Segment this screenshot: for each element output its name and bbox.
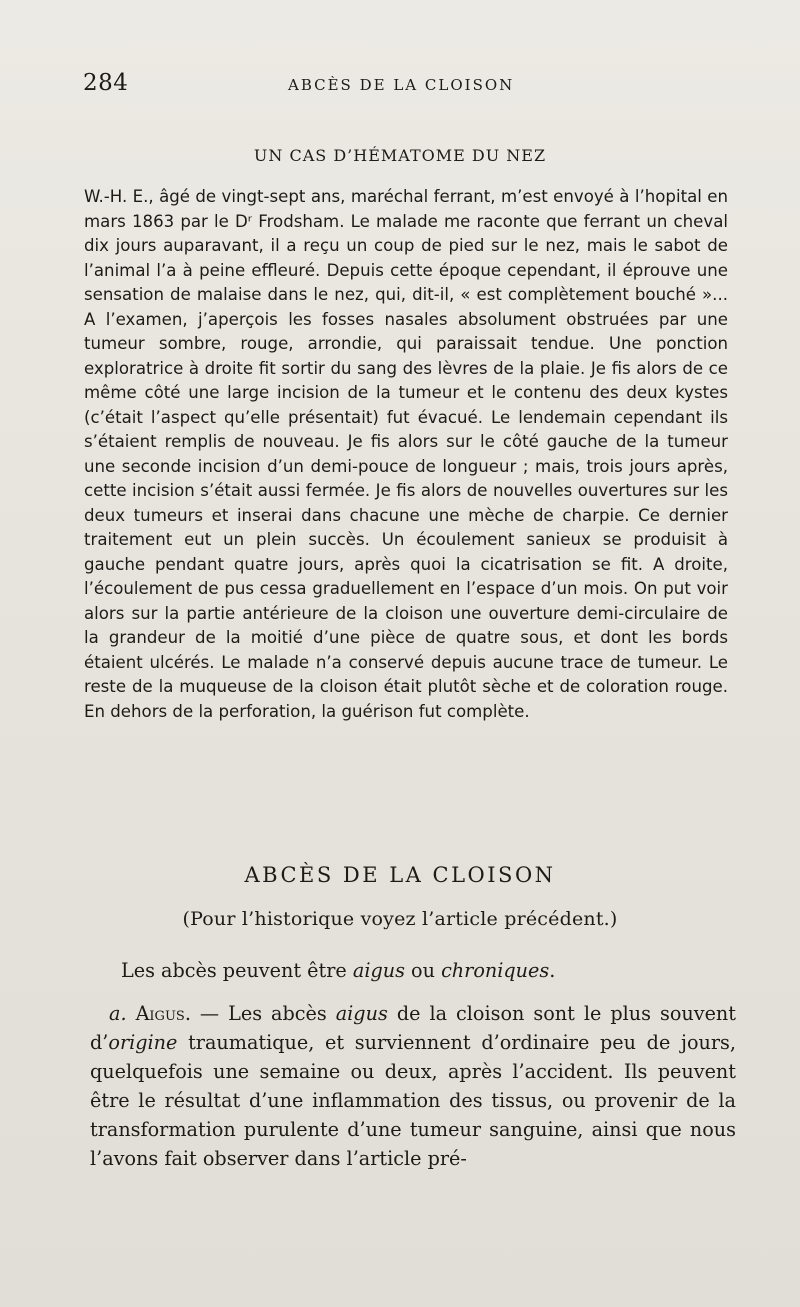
section-body: [90, 956, 736, 1187]
page-number: 284: [83, 70, 129, 96]
item-word-aigus: aigus: [335, 1002, 388, 1025]
intro-paragraph: [90, 956, 736, 985]
case-title: UN CAS D’HÉMATOME DU NEZ: [253, 146, 547, 165]
item-paragraph: [90, 999, 736, 1173]
item-heading: Aigus: [135, 1002, 185, 1025]
section-title: ABCÈS DE LA CLOISON: [244, 863, 556, 887]
case-paragraph: W.-H. E., âgé de vingt-sept ans, maréchal ferrant, m’est envoyé à l’hopital en mars 1863 par le Dʳ Frodsham. Le malade me raconte que ferrant un cheval dix jours auparavant, il a reçu un coup de pied sur le nez, mais le sabot de l’animal l’a à peine effleuré. Depuis cette époque cependant, il éprouve une sensation de malaise dans le nez, qui, dit-il, « est complètement bouché »... A l’examen, j’aperçois les fosses nasales absolument obstruées par une tumeur sombre, rouge, arrondie, qui paraissait tendue. Une ponction exploratrice à droite fit sortir du sang des lèvres de la plaie. Je fis alors de ce même côté une large incision de la tumeur et le contenu des deux kystes (c’était l’aspect qu’elle présentait) fut évacué. Le lendemain cependant ils s’étaient remplis de nouveau. Je fis alors sur le côté gauche de la tumeur une seconde incision d’un demi-pouce de longueur ; mais, trois jours après, cette incision s’était aussi fermée. Je fis alors de nouvelles ouvertures sur les deux tumeurs et inserai dans chacune une mèche de charpie. Ce dernier traitement eut un plein succès. Un écoulement sanieux se produisit à gauche pendant quatre jours, après quoi la cicatrisation se fit. A droite, l’écoulement de pus cessa graduellement en l’espace d’un mois. On put voir alors sur la partie antérieure de la cloison une ouverture demi-circulaire de la grandeur de la moitié d’une pièce de quatre sous, et dont les bords étaient ulcérés. Le malade n’a conservé depuis aucune trace de tumeur. Le reste de la muqueuse de la cloison était plutôt sèche et de coloration rouge. En dehors de la perforation, la guérison fut complète.: [84, 187, 728, 721]
item-label: a.: [109, 1002, 127, 1025]
case-report: [84, 185, 728, 724]
item-word-origine: origine: [108, 1031, 178, 1054]
intro-join-text: ou: [404, 959, 442, 982]
running-title: ABCÈS DE LA CLOISON: [288, 76, 515, 94]
running-header: [83, 64, 727, 98]
item-rest-text: traumatique, et surviennent d’ordinaire peu de jours, quelquefois une semaine ou deux, après l’accident. Ils peuvent être le résultat d’une inflammation des tissus, ou provenir de la transformation purulente d’une tumeur sanguine, ainsi que nous l’avons fait observer dans l’article pré-: [90, 1031, 736, 1170]
item-dash-text: . — Les abcès: [184, 1002, 336, 1025]
intro-word-aigus: aigus: [352, 959, 405, 982]
intro-word-chroniques: chroniques: [441, 959, 550, 982]
intro-lead-text: Les abcès peuvent être: [121, 959, 353, 982]
section-subtitle: (Pour l’historique voyez l’article précédent.): [182, 908, 618, 930]
intro-end-text: .: [549, 959, 556, 982]
item-mid-text: de la cloison sont le plus souvent d’: [90, 1002, 736, 1054]
